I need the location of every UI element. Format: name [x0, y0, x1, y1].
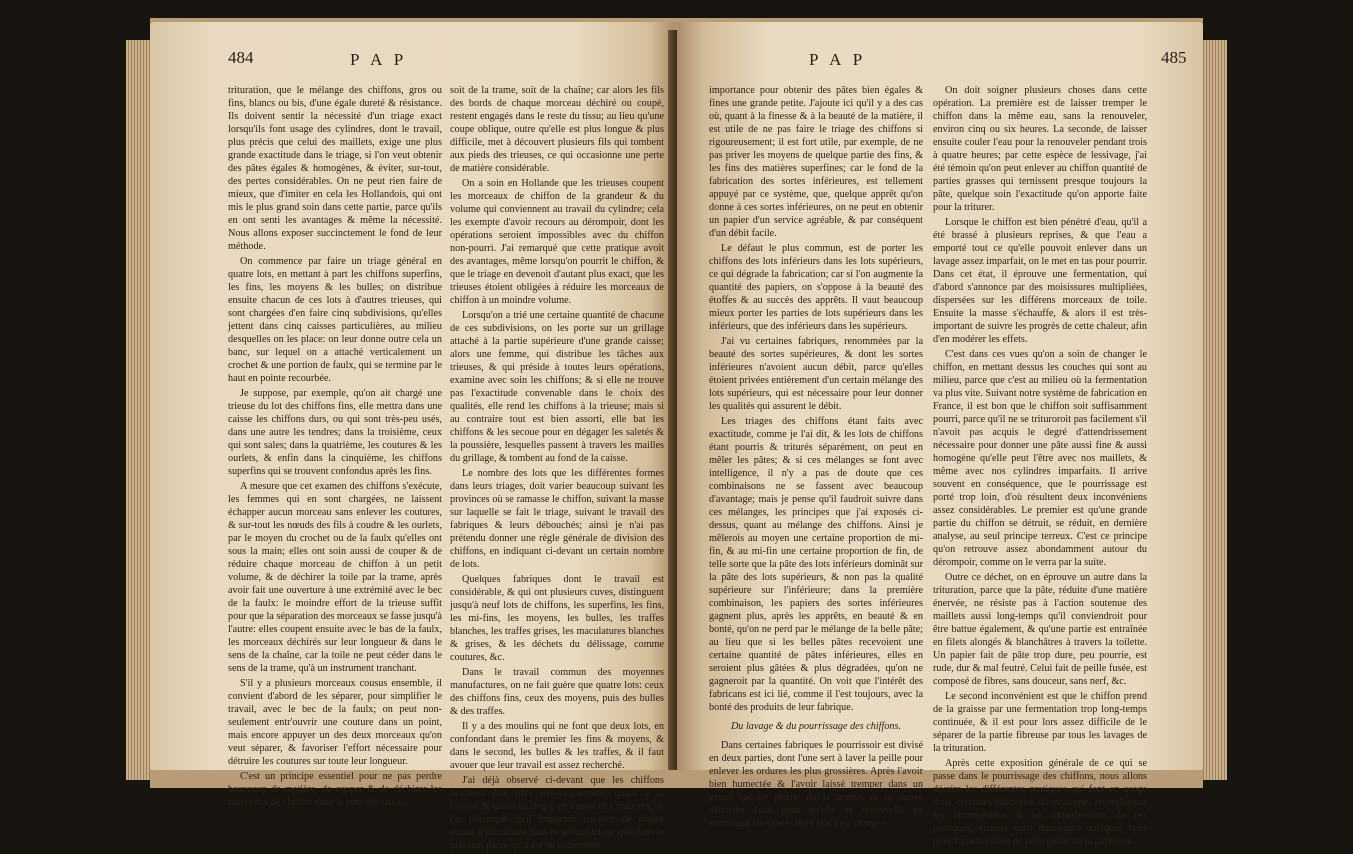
paragraph: Quelques fabriques dont le travail est considérable, & qui ont plusieurs cuves, distinguent jusqu'à neuf lots de chiffons, les superfins, les fins, les mi-fins, les moyens, les bulles, les traffes blanches, les traffes grises, les maculatures blanches & grises, & les déchets du délissage, comme coutures, &c. — [450, 574, 664, 663]
page-number: 485 — [1161, 48, 1187, 67]
paragraph: Outre ce déchet, on en éprouve un autre dans la trituration, parce que la pâte, réduite d'une matière énervée, ne résiste pas à l'action soutenue des maillets aussi long-temps qu'il conviendroit pour être battue également, & qu'une partie est entraînée en filets alongés & blanchâtres à travers la toilette. Un papier fait de pâte trop dure, peu pourrie, est rude, dur & mal feutré. Celui fait de peille fusée, est composé de fibres, sans douceur, sans nerf, &c. — [933, 572, 1147, 687]
paragraph: On a soin en Hollande que les trieuses coupent les morceaux de chiffon de la grandeur & du volume qui conviennent au travail du cylindre; cela les exempte d'avoir recours au dérompoir, dont les opérations seroient impossibles avec du chiffon non-pourri. J'ai remarqué que cette pratique avoit des avantages, même lorsqu'on pourrit le chiffon, & que le triage en devenoit d'autant plus exact, que les trieuses étoient obligées à réduire les morceaux de chiffon à un moindre volume. — [450, 178, 664, 306]
paragraph: On commence par faire un triage général en quatre lots, en mettant à part les chiffons superfins, les fins, les moyens & les bulles; on distribue ensuite chacun de ces lots à d'autres trieuses, qui sont chargées d'en faire cinq subdivisions, qu'elles jettent dans cinq caisses particulières, au milieu desquelles on les place: on leur donne outre cela un banc, sur lequel on a attaché verticalement un crochet & une portion de faulx, qui se termine par le haut en pointe recourbée. — [228, 256, 442, 384]
section-subtitle: Du lavage & du pourrissage des chiffons. — [730, 721, 902, 732]
running-head: P A P — [350, 50, 408, 69]
text-column-1 — [228, 84, 442, 811]
text-column-2 — [450, 84, 664, 854]
paragraph: Le nombre des lots que les différentes formes dans leurs triages, doit varier beaucoup suivant les provinces où se ramasse le chiffon, suivant la masse sur laquelle se fait le triage, suivant le travail des fabriques & leurs débouchés; ainsi je n'ai pas prétendu donner une règle générale de division des chiffons, en indiquant ci-devant un certain nombre de lots. — [450, 468, 664, 570]
paragraph: Dans le travail commun des moyennes manufactures, on ne fait guère que quatre lots: ceux des chiffons fins, ceux des moyens, puis des bulles & des traffes. — [450, 667, 664, 717]
page-edges-right — [1203, 40, 1227, 780]
paragraph: Après cette exposition générale de ce qui se passe dans le pourrissage des chiffons, nous allons décrire les différentes pratiques qui font en usage dans certaines fabriques du royaume, en indiquant les inconvéniens & les imperfections de ces pratiques; ensuite nous donnerons quelques vues pour l'amélioration de cette partie de la papeterie. — [933, 758, 1147, 847]
paragraph: Lorsque le chiffon est bien pénétré d'eau, qu'il a été brassé à plusieurs reprises, & que l'eau a emporté tout ce qu'elle pouvoit enlever dans un lavage assez imparfait, on le met en tas pour pourrir. Dans cet état, il éprouve une fermentation, qui d'abord s'annonce par des moisissures multipliées, dispersées sur les différens morceaux de toile. Ensuite la masse s'échauffe, & alors il est très-important de suivre les progrès de cette chaleur, afin d'en modérer les effets. — [933, 217, 1147, 345]
page-number: 484 — [228, 48, 254, 67]
left-page — [150, 22, 676, 851]
paragraph: C'est dans ces vues qu'on a soin de changer le chiffon, en mettant dessus les couches qui sont au milieu, parce que c'est au milieu où la fermentation va plus vite. Suivant notre système de fabrication en France, il est bon que le chiffon soit suffisamment pourri, parce qu'il ne se trituroroit pas facilement s'il n'avoit pas acquis le degré d'attendrissement nécessaire pour donner une pâte aussi fine & aussi homogène qu'elle peut l'être avec nos maillets, & même avec nos cylindres imparfaits. Il arrive souvent en conséquence, que le pourrissage est porté trop loin, d'où résultent deux inconvéniens assez considérables. Le premier est qu'une grande partie du chiffon se détruit, se réduit, en dernière analyse, au seul principe terreux. C'est ce principe qu'on retrouve assez abondamment autour du dérompoir, comme on le verra par la suite. — [933, 349, 1147, 568]
paragraph: Dans certaines fabriques le pourrissoir est divisé en deux parties, dont l'une sert à laver la peille pour enlever les ordures les plus grossières. Après l'avoir bien humectée & l'avoir laissé tremper dans un grand bac de pierre, on la brasse, & on laisse déborder l'eau pour qu'elle se renouvelle en entraînant les saletés dont elle s'est chargée. — [709, 740, 923, 829]
paragraph: A mesure que cet examen des chiffons s'exécute, les femmes qui en sont chargées, ne laissent échapper aucun morceau sans enlever les coutures, & sur-tout les nœuds des fils à coudre & les ourlets, par le moyen du crochet ou de la faulx qu'elles ont sous la main; elles ont soin aussi de couper & de réduire chaque morceau de chiffon à un petit volume, & de déchirer la toile par la trame, après avoir fait une ouverture à une extrémité avec le bec de la faulx: le moindre effort de la trieuse suffit pour que la séparation des morceaux se fasse jusqu'à l'autre: elles coupent ensuite avec le bas de la faulx, les morceaux déchirés sur leur longueur & dans le sens de la chaîne, car la toile ne peut céder dans le sens de la trame, qu'à un instrument tranchant. — [228, 481, 443, 674]
running-head: P A P — [809, 50, 867, 69]
paragraph: Le défaut le plus commun, est de porter les chiffons des lots inférieurs dans les lots supérieurs, ce qui dégrade la fabrication; car si l'on augmente la quantité des papiers, on s'oppose à la beauté des étoffes & au succès des apprêts. Il vaut beaucoup mieux porter les parties de lots supérieurs dans les inférieurs, que des inférieurs dans les supérieurs. — [709, 243, 923, 332]
paragraph: trituration, que le mélange des chiffons, gros ou fins, blancs ou bis, d'une égale dureté & résistance. Ils doivent sentir la nécessité d'un triage exact lorsqu'ils font usage des cylindres, dont le travail, plus précis que celui des maillets, exige une plus grande exactitude dans le triage, si l'on veut obtenir des pâtes égales & homogènes, & éviter, sur-tout, des pertes considérables. On ne peut rien faire de mieux, que d'imiter en cela les Hollandois, qui ont mis le plus grand soin dans cette partie, parce qu'ils en ont senti les avantages & même la nécessité. Nous allons exposer succinctement le fond de leur méthode. — [228, 85, 442, 252]
paragraph: C'est un principe essentiel pour ne pas perdre beaucoup de matière, de couper & de déchirer les morceaux de chiffon dans le sens des tissus, — [228, 771, 442, 808]
paragraph: soit de la trame, soit de la chaîne; car alors les fils des bords de chaque morceau déchiré ou coupé, restent engagés dans le reste du tissu; au lieu qu'une coupe oblique, outre qu'elle est plus longue & plus difficile, met à découvert plusieurs fils qui tombent aux pieds des trieuses, ce qui occasionne une perte de matière considérable. — [450, 85, 664, 174]
paragraph: J'ai déjà observé ci-devant que les chiffons devoient être triés très-exactement, quant à la finesse & quant au degré de dureté des matières, & j'ai remarqué qu'il importoit sur-tout de mettre autant d'exactitude dans le second triage que dans le premier, parce qu'il est de la dernière — [450, 775, 664, 851]
paragraph: Lorsqu'on a trié une certaine quantité de chacune de ces subdivisions, on les porte sur un grillage attaché à la partie supérieure d'une grande caisse; alors une femme, qui distribue les tâches aux trieuses, & qui préside à toutes leurs opérations, examine avec soin les chiffons; & si elle ne trouve pas l'exactitude convenable dans le choix des qualités, elle rend les chiffons à la trieuse; mais si au contraire tout est bien assorti, elle bat les chiffons & les secoue pour en dégager les saletés & la poussière, lesquelles passent à travers les mailles du grillage, & tombent au fond de la caisse. — [450, 310, 664, 464]
paragraph: Le second inconvénient est que le chiffon prend de la graisse par une fermentation trop long-temps continuée, & il est pour lors assez difficile de le séparer de la partie fibreuse par tous les lavages de la trituration. — [933, 691, 1147, 754]
paragraph: Je suppose, par exemple, qu'on ait chargé une trieuse du lot des chiffons fins, elle mettra dans une caisse les chiffons durs, ou qui sont très-peu usés, dans une autre les tendres; dans la troisième, ceux qui sont sales; dans la quatrième, les coutures & les ourlets, & enfin dans la cinquième, les chiffons superfins qui se trouvent confondus après les fins. — [228, 388, 442, 477]
text-column-2 — [933, 84, 1147, 850]
paragraph: S'il y a plusieurs morceaux cousus ensemble, il convient d'abord de les séparer, pour simplifier le travail, avec le bec de la faulx; on peut non-seulement entr'ouvrir une couture dans un point, mais encore appuyer un des deux morceaux qu'on veut séparer, & favoriser l'effort nécessaire pour détruire les coutures sur toute leur longueur. — [228, 678, 442, 767]
paragraph: On doit soigner plusieurs choses dans cette opération. La première est de laisser tremper le chiffon dans la même eau, sans la renouveler, environ cinq ou six heures. La seconde, de laisser ensuite couler l'eau pour la renouveler pendant trois à quatre heures; par cette espèce de lessivage, j'ai été témoin qu'on peut enlever au chiffon quantité de parties grasses qui ternissent presque toujours la pâte, quelque soin l'exactitude qu'on apporte faite pour la triturer. — [933, 85, 1147, 213]
paragraph: Il y a des moulins qui ne font que deux lots, en confondant dans le premier les fins & moyens, & dans le second, les bulles & les traffes, & il faut avouer que leur travail est assez recherché. — [450, 721, 664, 771]
paragraph: J'ai vu certaines fabriques, renommées par la beauté des sortes supérieures, & dont les sortes inférieures n'avoient aucun débit, parce qu'elles étoient privées entièrement d'un certain mélange des lots supérieurs, qui est nécessaire pour leur donner les qualités qui assurent le débit. — [709, 336, 923, 412]
page-edges-left — [126, 40, 150, 780]
paragraph: importance pour obtenir des pâtes bien égales & fines une grande petite. J'ajoute ici qu'il y a des cas où, quant à la finesse & à la beauté de la matière, il est utile de ne pas faire le triage des chiffons si rigoureusement; il est fort utile, par exemple, de ne pas priver les moyens de quelque partie des fins, & les fins des matières superfines; car le fond de la fabrication des sortes inférieures, est tellement appuyé par ce système, que, quelque apprêt qu'on donne à ces sortes inférieures, on ne peut en obtenir un papier d'un service agréable, & par conséquent d'un débit facile. — [709, 85, 923, 239]
paragraph: Les triages des chiffons étant faits avec exactitude, comme je l'ai dit, & les lots de chiffons étant pourris & triturés séparément, on peut en mêler les pâtes; & si ces mélanges se font avec intelligence, il n'y a pas de doute que ces combinaisons ne se fassent avec beaucoup d'avantage; mais je pense qu'il faudroit suivre dans ces mélanges, les principes que j'ai exposés ci-dessus, quant au mélange des chiffons. Ainsi je mêlerois au moyen une certaine proportion de mi-fin, & au mi-fin une certaine proportion de fin, de telle sorte que la pâte des lots inférieurs dominât sur la pâte des lots supérieurs, & non pas la qualité supérieure sur l'inférieure; dans la première combinaison, les papiers des sortes inférieures gagnent plus, après les apprêts, en beauté & en bonté, qu'on ne perd par le mélange de la belle pâte; au lieu que si les belles pâtes recevoient une certaine quantité de pâtes inférieures, elles en seroient plus gâtées & plus dégradées, qu'on ne gagneroit par la quantité. On voit que l'intérêt des fabricans est ici lié, comme il l'est toujours, avec la bonté des produits de leur fabrique. — [709, 416, 923, 713]
right-page — [677, 22, 1203, 847]
text-column-1 — [709, 84, 923, 832]
